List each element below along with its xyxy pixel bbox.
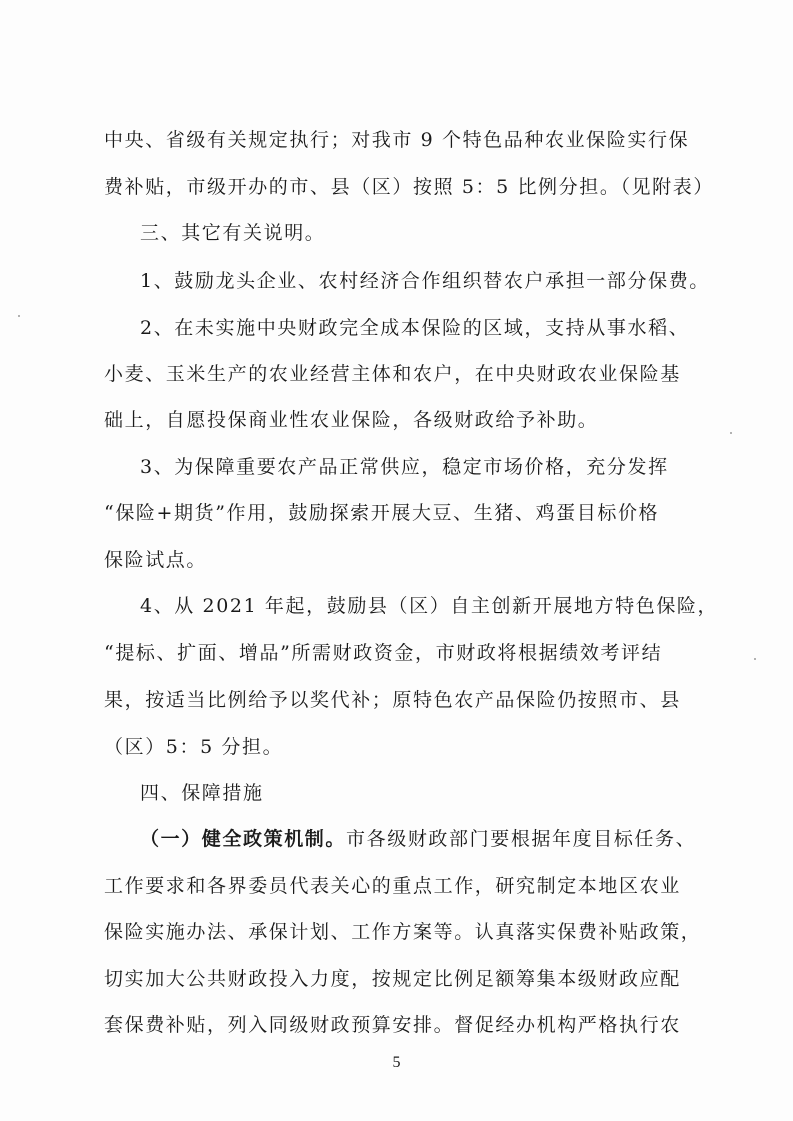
text-line: 2、在未实施中央财政完全成本保险的区域，支持从事水稻、 — [140, 317, 690, 339]
scan-speck — [18, 315, 20, 317]
text-line: 小麦、玉米生产的农业经营主体和农户，在中央财政农业保险基 — [104, 363, 681, 385]
text-line: 费补贴，市级开办的市、县（区）按照 5：5 比例分担。（见附表） — [104, 176, 714, 198]
text-line: 础上，自愿投保商业性农业保险，各级财政给予补助。 — [104, 409, 599, 431]
text-line: 工作要求和各界委员代表关心的重点工作，研究制定本地区农业 — [104, 875, 681, 897]
scan-speck — [730, 432, 732, 434]
text-line: 保险实施办法、承保计划、工作方案等。认真落实保费补贴政策， — [104, 921, 702, 943]
text-line: 1、鼓励龙头企业、农村经济合作组织替农户承担一部分保费。 — [140, 270, 710, 292]
text-line: 套保费补贴，列入同级财政预算安排。督促经办机构严格执行农 — [104, 1014, 681, 1036]
bold-lead: （一）健全政策机制。 — [140, 828, 347, 850]
text-line: 4、从 2021 年起，鼓励县（区）自主创新开展地方特色保险， — [140, 595, 719, 617]
section-heading: 三、其它有关说明。 — [140, 222, 326, 244]
text-line: 保险试点。 — [104, 549, 208, 571]
text-line: “提标、扩面、增品”所需财政资金，市财政将根据绩效考评结 — [104, 642, 663, 664]
text-line: “保险+期货”作用，鼓励探索开展大豆、生猪、鸡蛋目标价格 — [104, 502, 660, 524]
text-line: 切实加大公共财政投入力度，按规定比例足额筹集本级财政应配 — [104, 968, 681, 990]
text-line: 中央、省级有关规定执行；对我市 9 个特色品种农业保险实行保 — [104, 129, 690, 151]
text-line: 果，按适当比例给予以奖代补；原特色农产品保险仍按照市、县 — [104, 689, 681, 711]
scan-speck — [754, 658, 756, 660]
text-run: 市各级财政部门要根据年度目标任务、 — [346, 828, 697, 850]
policy-paragraph-first-line — [140, 819, 697, 859]
text-line: 3、为保障重要农产品正常供应，稳定市场价格，充分发挥 — [140, 456, 669, 478]
text-line: （区）5：5 分担。 — [104, 736, 284, 758]
section-heading: 四、保障措施 — [140, 782, 264, 804]
page-number: 5 — [392, 1054, 401, 1071]
